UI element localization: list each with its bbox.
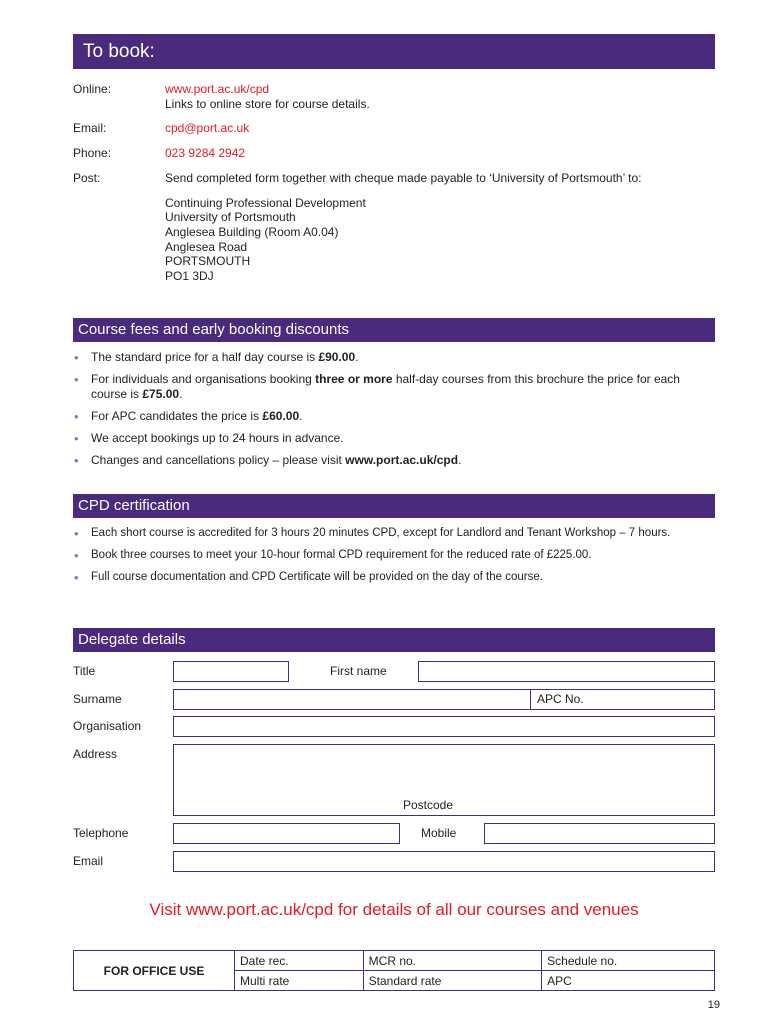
list-item: • For APC candidates the price is £60.00. (73, 409, 713, 424)
title-input[interactable] (173, 661, 289, 682)
page-number: 19 (707, 999, 720, 1011)
apc-cell: APC (542, 971, 715, 991)
address-line: Continuing Professional Development (165, 196, 366, 210)
apc-no-label: APC No. (537, 692, 584, 706)
schedule-no-cell: Schedule no. (542, 951, 715, 971)
address-line: Anglesea Road (165, 240, 248, 254)
list-item: • Each short course is accredited for 3 hours 20 minutes CPD, except for Landlord and Tenant Workshop – 7 hours. (73, 526, 673, 541)
course-fees-list (73, 350, 713, 475)
organisation-label: Organisation (73, 719, 142, 733)
surname-label: Surname (73, 692, 122, 706)
list-item: • Full course documentation and CPD Certificate will be provided on the day of the course. (73, 570, 673, 585)
multi-rate-cell: Multi rate (235, 971, 364, 991)
mobile-input[interactable] (484, 823, 715, 844)
telephone-input[interactable] (173, 823, 400, 844)
list-item: • Book three courses to meet your 10-hour formal CPD requirement for the reduced rate of £225.00. (73, 548, 673, 563)
office-use-heading: FOR OFFICE USE (74, 951, 235, 991)
address-line: Anglesea Building (Room A0.04) (165, 225, 339, 239)
mobile-label: Mobile (421, 826, 457, 840)
surname-divider (530, 689, 531, 710)
course-fees-header: Course fees and early booking discounts (73, 318, 715, 342)
online-link[interactable]: www.port.ac.uk/cpd (165, 82, 270, 96)
surname-input[interactable] (173, 689, 715, 710)
mcr-no-cell: MCR no. (363, 951, 541, 971)
first-name-label: First name (330, 664, 387, 678)
postcode-label: Postcode (403, 798, 454, 812)
email-input[interactable] (173, 851, 715, 872)
address-label: Address (73, 747, 118, 761)
office-use-table (73, 950, 715, 991)
visit-banner: Visit www.port.ac.uk/cpd for details of all our courses and venues (149, 900, 639, 919)
list-item: • For individuals and organisations booking three or more half-day courses from this brochure the price for each course is £75.00. (73, 372, 713, 402)
to-book-header: To book: (73, 34, 715, 69)
date-rec-cell: Date rec. (235, 951, 364, 971)
list-item: • The standard price for a half day course is £90.00. (73, 350, 713, 365)
online-note: Links to online store for course details. (165, 97, 370, 111)
address-line: PORTSMOUTH (165, 254, 251, 268)
email-label: Email: (73, 121, 107, 135)
telephone-label: Telephone (73, 826, 129, 840)
address-line: University of Portsmouth (165, 210, 296, 224)
email-link[interactable]: cpd@port.ac.uk (165, 121, 250, 135)
first-name-input[interactable] (418, 661, 715, 682)
title-label: Title (73, 664, 96, 678)
email-field-label: Email (73, 854, 104, 868)
online-label: Online: (73, 82, 112, 96)
phone-label: Phone: (73, 146, 112, 160)
organisation-input[interactable] (173, 716, 715, 737)
phone-value: 023 9284 2942 (165, 146, 246, 160)
cpd-list (73, 526, 673, 592)
cpd-certification-header: CPD certification (73, 494, 715, 518)
post-label: Post: (73, 171, 101, 185)
list-item: • We accept bookings up to 24 hours in advance. (73, 431, 713, 446)
standard-rate-cell: Standard rate (363, 971, 541, 991)
delegate-details-header: Delegate details (73, 628, 715, 652)
list-item: • Changes and cancellations policy – please visit www.port.ac.uk/cpd. (73, 453, 713, 468)
address-line: PO1 3DJ (165, 269, 214, 283)
post-note: Send completed form together with cheque made payable to ‘University of Portsmouth’ to: (165, 171, 642, 185)
